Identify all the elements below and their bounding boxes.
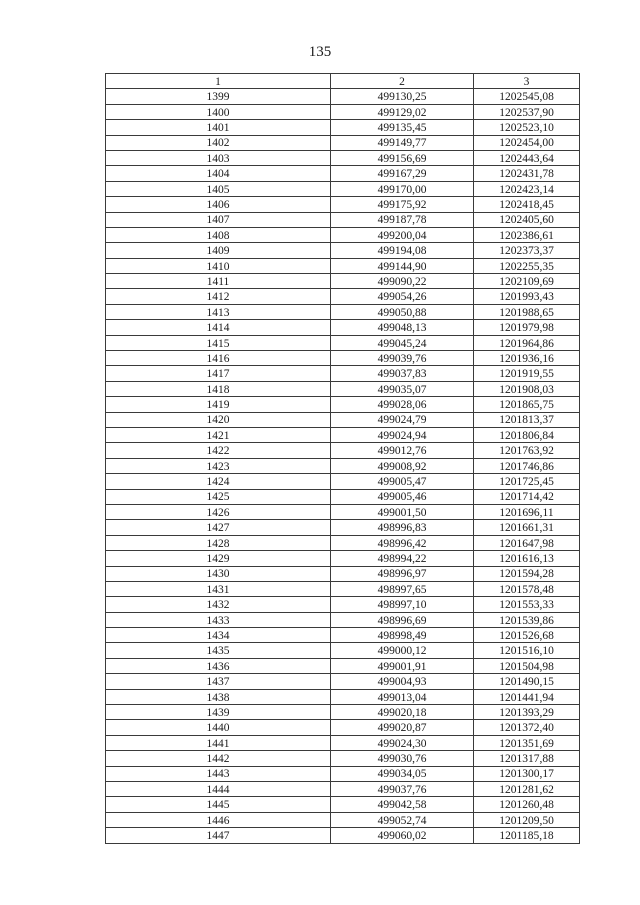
- table-row: [106, 566, 580, 581]
- x-coordinate-cell: 499001,91: [331, 658, 474, 673]
- y-coordinate-cell: 1201300,17: [474, 766, 580, 781]
- y-coordinate-cell: 1202109,69: [474, 274, 580, 289]
- coordinates-table: [105, 73, 580, 844]
- table-row: [106, 597, 580, 612]
- x-coordinate-cell: 499052,74: [331, 812, 474, 827]
- point-number-cell: 1428: [106, 535, 331, 550]
- y-coordinate-cell: 1201526,68: [474, 628, 580, 643]
- y-coordinate-cell: 1201351,69: [474, 735, 580, 750]
- table-row: [106, 797, 580, 812]
- x-coordinate-cell: 499013,04: [331, 689, 474, 704]
- point-number-cell: 1417: [106, 366, 331, 381]
- point-number-cell: 1446: [106, 812, 331, 827]
- y-coordinate-cell: 1202255,35: [474, 258, 580, 273]
- table-row: [106, 412, 580, 427]
- y-coordinate-cell: 1201696,11: [474, 504, 580, 519]
- table-row: [106, 304, 580, 319]
- x-coordinate-cell: 499039,76: [331, 351, 474, 366]
- table-row: [106, 443, 580, 458]
- point-number-cell: 1415: [106, 335, 331, 350]
- table-row: [106, 643, 580, 658]
- point-number-cell: 1410: [106, 258, 331, 273]
- point-number-cell: 1435: [106, 643, 331, 658]
- table-row: [106, 781, 580, 796]
- table-row: [106, 720, 580, 735]
- y-coordinate-cell: 1201539,86: [474, 612, 580, 627]
- x-coordinate-cell: 499034,05: [331, 766, 474, 781]
- y-coordinate-cell: 1202418,45: [474, 197, 580, 212]
- table-row: [106, 166, 580, 181]
- y-coordinate-cell: 1201806,84: [474, 427, 580, 442]
- x-coordinate-cell: 499000,12: [331, 643, 474, 658]
- y-coordinate-cell: 1201993,43: [474, 289, 580, 304]
- table-row: [106, 674, 580, 689]
- table-row: [106, 828, 580, 843]
- y-coordinate-cell: 1201393,29: [474, 705, 580, 720]
- column-header-point-number: 1: [106, 74, 331, 89]
- y-coordinate-cell: 1201578,48: [474, 581, 580, 596]
- y-coordinate-cell: 1201746,86: [474, 458, 580, 473]
- x-coordinate-cell: 499090,22: [331, 274, 474, 289]
- y-coordinate-cell: 1201714,42: [474, 489, 580, 504]
- column-header-y: 3: [474, 74, 580, 89]
- table-row: [106, 766, 580, 781]
- y-coordinate-cell: 1201504,98: [474, 658, 580, 673]
- x-coordinate-cell: 499037,76: [331, 781, 474, 796]
- x-coordinate-cell: 498997,65: [331, 581, 474, 596]
- table-row: [106, 812, 580, 827]
- point-number-cell: 1426: [106, 504, 331, 519]
- x-coordinate-cell: 499024,79: [331, 412, 474, 427]
- point-number-cell: 1420: [106, 412, 331, 427]
- point-number-cell: 1433: [106, 612, 331, 627]
- table-row: [106, 212, 580, 227]
- x-coordinate-cell: 499200,04: [331, 227, 474, 242]
- y-coordinate-cell: 1202523,10: [474, 120, 580, 135]
- table-row: [106, 104, 580, 119]
- y-coordinate-cell: 1202386,61: [474, 227, 580, 242]
- y-coordinate-cell: 1201647,98: [474, 535, 580, 550]
- y-coordinate-cell: 1201553,33: [474, 597, 580, 612]
- point-number-cell: 1434: [106, 628, 331, 643]
- point-number-cell: 1422: [106, 443, 331, 458]
- y-coordinate-cell: 1201594,28: [474, 566, 580, 581]
- y-coordinate-cell: 1201490,15: [474, 674, 580, 689]
- table-row: [106, 474, 580, 489]
- x-coordinate-cell: 499187,78: [331, 212, 474, 227]
- point-number-cell: 1421: [106, 427, 331, 442]
- point-number-cell: 1413: [106, 304, 331, 319]
- x-coordinate-cell: 499020,87: [331, 720, 474, 735]
- column-header-x: 2: [331, 74, 474, 89]
- x-coordinate-cell: 499060,02: [331, 828, 474, 843]
- x-coordinate-cell: 499028,06: [331, 397, 474, 412]
- y-coordinate-cell: 1201988,65: [474, 304, 580, 319]
- table-row: [106, 320, 580, 335]
- point-number-cell: 1439: [106, 705, 331, 720]
- x-coordinate-cell: 499129,02: [331, 104, 474, 119]
- x-coordinate-cell: 499004,93: [331, 674, 474, 689]
- y-coordinate-cell: 1201979,98: [474, 320, 580, 335]
- x-coordinate-cell: 499144,90: [331, 258, 474, 273]
- x-coordinate-cell: 499156,69: [331, 150, 474, 165]
- point-number-cell: 1425: [106, 489, 331, 504]
- x-coordinate-cell: 499045,24: [331, 335, 474, 350]
- x-coordinate-cell: 499001,50: [331, 504, 474, 519]
- point-number-cell: 1401: [106, 120, 331, 135]
- point-number-cell: 1437: [106, 674, 331, 689]
- point-number-cell: 1399: [106, 89, 331, 104]
- x-coordinate-cell: 498996,83: [331, 520, 474, 535]
- point-number-cell: 1418: [106, 381, 331, 396]
- y-coordinate-cell: 1201281,62: [474, 781, 580, 796]
- point-number-cell: 1414: [106, 320, 331, 335]
- x-coordinate-cell: 498998,49: [331, 628, 474, 643]
- table-row: [106, 735, 580, 750]
- table-header-row: [106, 74, 580, 89]
- table-row: [106, 658, 580, 673]
- x-coordinate-cell: 499005,47: [331, 474, 474, 489]
- x-coordinate-cell: 498996,42: [331, 535, 474, 550]
- table-row: [106, 366, 580, 381]
- point-number-cell: 1438: [106, 689, 331, 704]
- y-coordinate-cell: 1202423,14: [474, 181, 580, 196]
- y-coordinate-cell: 1201209,50: [474, 812, 580, 827]
- table-row: [106, 581, 580, 596]
- x-coordinate-cell: 499008,92: [331, 458, 474, 473]
- y-coordinate-cell: 1201936,16: [474, 351, 580, 366]
- y-coordinate-cell: 1201317,88: [474, 751, 580, 766]
- point-number-cell: 1424: [106, 474, 331, 489]
- table-row: [106, 520, 580, 535]
- point-number-cell: 1442: [106, 751, 331, 766]
- point-number-cell: 1406: [106, 197, 331, 212]
- point-number-cell: 1400: [106, 104, 331, 119]
- point-number-cell: 1403: [106, 150, 331, 165]
- table-row: [106, 289, 580, 304]
- table-row: [106, 181, 580, 196]
- point-number-cell: 1436: [106, 658, 331, 673]
- table-row: [106, 551, 580, 566]
- x-coordinate-cell: 499130,25: [331, 89, 474, 104]
- point-number-cell: 1411: [106, 274, 331, 289]
- x-coordinate-cell: 499020,18: [331, 705, 474, 720]
- point-number-cell: 1412: [106, 289, 331, 304]
- y-coordinate-cell: 1201372,40: [474, 720, 580, 735]
- y-coordinate-cell: 1202373,37: [474, 243, 580, 258]
- table-row: [106, 751, 580, 766]
- point-number-cell: 1430: [106, 566, 331, 581]
- table-row: [106, 535, 580, 550]
- x-coordinate-cell: 499167,29: [331, 166, 474, 181]
- y-coordinate-cell: 1201260,48: [474, 797, 580, 812]
- point-number-cell: 1423: [106, 458, 331, 473]
- x-coordinate-cell: 499030,76: [331, 751, 474, 766]
- table-row: [106, 135, 580, 150]
- x-coordinate-cell: 499194,08: [331, 243, 474, 258]
- x-coordinate-cell: 499005,46: [331, 489, 474, 504]
- table-row: [106, 427, 580, 442]
- y-coordinate-cell: 1201964,86: [474, 335, 580, 350]
- table-body: [106, 89, 580, 843]
- y-coordinate-cell: 1201516,10: [474, 643, 580, 658]
- table-row: [106, 274, 580, 289]
- table-row: [106, 197, 580, 212]
- table-row: [106, 89, 580, 104]
- table-row: [106, 689, 580, 704]
- y-coordinate-cell: 1201908,03: [474, 381, 580, 396]
- x-coordinate-cell: 499024,30: [331, 735, 474, 750]
- table-row: [106, 705, 580, 720]
- y-coordinate-cell: 1201865,75: [474, 397, 580, 412]
- x-coordinate-cell: 499054,26: [331, 289, 474, 304]
- table-row: [106, 612, 580, 627]
- y-coordinate-cell: 1201813,37: [474, 412, 580, 427]
- x-coordinate-cell: 498994,22: [331, 551, 474, 566]
- point-number-cell: 1402: [106, 135, 331, 150]
- table-row: [106, 504, 580, 519]
- x-coordinate-cell: 499170,00: [331, 181, 474, 196]
- x-coordinate-cell: 499024,94: [331, 427, 474, 442]
- x-coordinate-cell: 499042,58: [331, 797, 474, 812]
- x-coordinate-cell: 499175,92: [331, 197, 474, 212]
- table-row: [106, 335, 580, 350]
- point-number-cell: 1440: [106, 720, 331, 735]
- x-coordinate-cell: 498997,10: [331, 597, 474, 612]
- y-coordinate-cell: 1201763,92: [474, 443, 580, 458]
- x-coordinate-cell: 499048,13: [331, 320, 474, 335]
- point-number-cell: 1447: [106, 828, 331, 843]
- point-number-cell: 1407: [106, 212, 331, 227]
- page-number: 135: [308, 44, 332, 60]
- table-row: [106, 489, 580, 504]
- x-coordinate-cell: 499135,45: [331, 120, 474, 135]
- x-coordinate-cell: 499012,76: [331, 443, 474, 458]
- table-row: [106, 458, 580, 473]
- point-number-cell: 1408: [106, 227, 331, 242]
- x-coordinate-cell: 499035,07: [331, 381, 474, 396]
- point-number-cell: 1409: [106, 243, 331, 258]
- x-coordinate-cell: 499037,83: [331, 366, 474, 381]
- y-coordinate-cell: 1201725,45: [474, 474, 580, 489]
- y-coordinate-cell: 1202545,08: [474, 89, 580, 104]
- y-coordinate-cell: 1201185,18: [474, 828, 580, 843]
- y-coordinate-cell: 1202537,90: [474, 104, 580, 119]
- y-coordinate-cell: 1202443,64: [474, 150, 580, 165]
- point-number-cell: 1404: [106, 166, 331, 181]
- y-coordinate-cell: 1201616,13: [474, 551, 580, 566]
- point-number-cell: 1444: [106, 781, 331, 796]
- table-row: [106, 120, 580, 135]
- table-row: [106, 397, 580, 412]
- y-coordinate-cell: 1202405,60: [474, 212, 580, 227]
- x-coordinate-cell: 498996,97: [331, 566, 474, 581]
- point-number-cell: 1445: [106, 797, 331, 812]
- point-number-cell: 1432: [106, 597, 331, 612]
- table-row: [106, 150, 580, 165]
- x-coordinate-cell: 499149,77: [331, 135, 474, 150]
- table-row: [106, 227, 580, 242]
- point-number-cell: 1431: [106, 581, 331, 596]
- x-coordinate-cell: 499050,88: [331, 304, 474, 319]
- point-number-cell: 1443: [106, 766, 331, 781]
- x-coordinate-cell: 498996,69: [331, 612, 474, 627]
- y-coordinate-cell: 1201919,55: [474, 366, 580, 381]
- y-coordinate-cell: 1201661,31: [474, 520, 580, 535]
- y-coordinate-cell: 1202454,00: [474, 135, 580, 150]
- table-row: [106, 628, 580, 643]
- table-row: [106, 351, 580, 366]
- point-number-cell: 1405: [106, 181, 331, 196]
- point-number-cell: 1429: [106, 551, 331, 566]
- table-row: [106, 258, 580, 273]
- y-coordinate-cell: 1202431,78: [474, 166, 580, 181]
- point-number-cell: 1427: [106, 520, 331, 535]
- point-number-cell: 1441: [106, 735, 331, 750]
- point-number-cell: 1416: [106, 351, 331, 366]
- y-coordinate-cell: 1201441,94: [474, 689, 580, 704]
- table-row: [106, 381, 580, 396]
- point-number-cell: 1419: [106, 397, 331, 412]
- table-row: [106, 243, 580, 258]
